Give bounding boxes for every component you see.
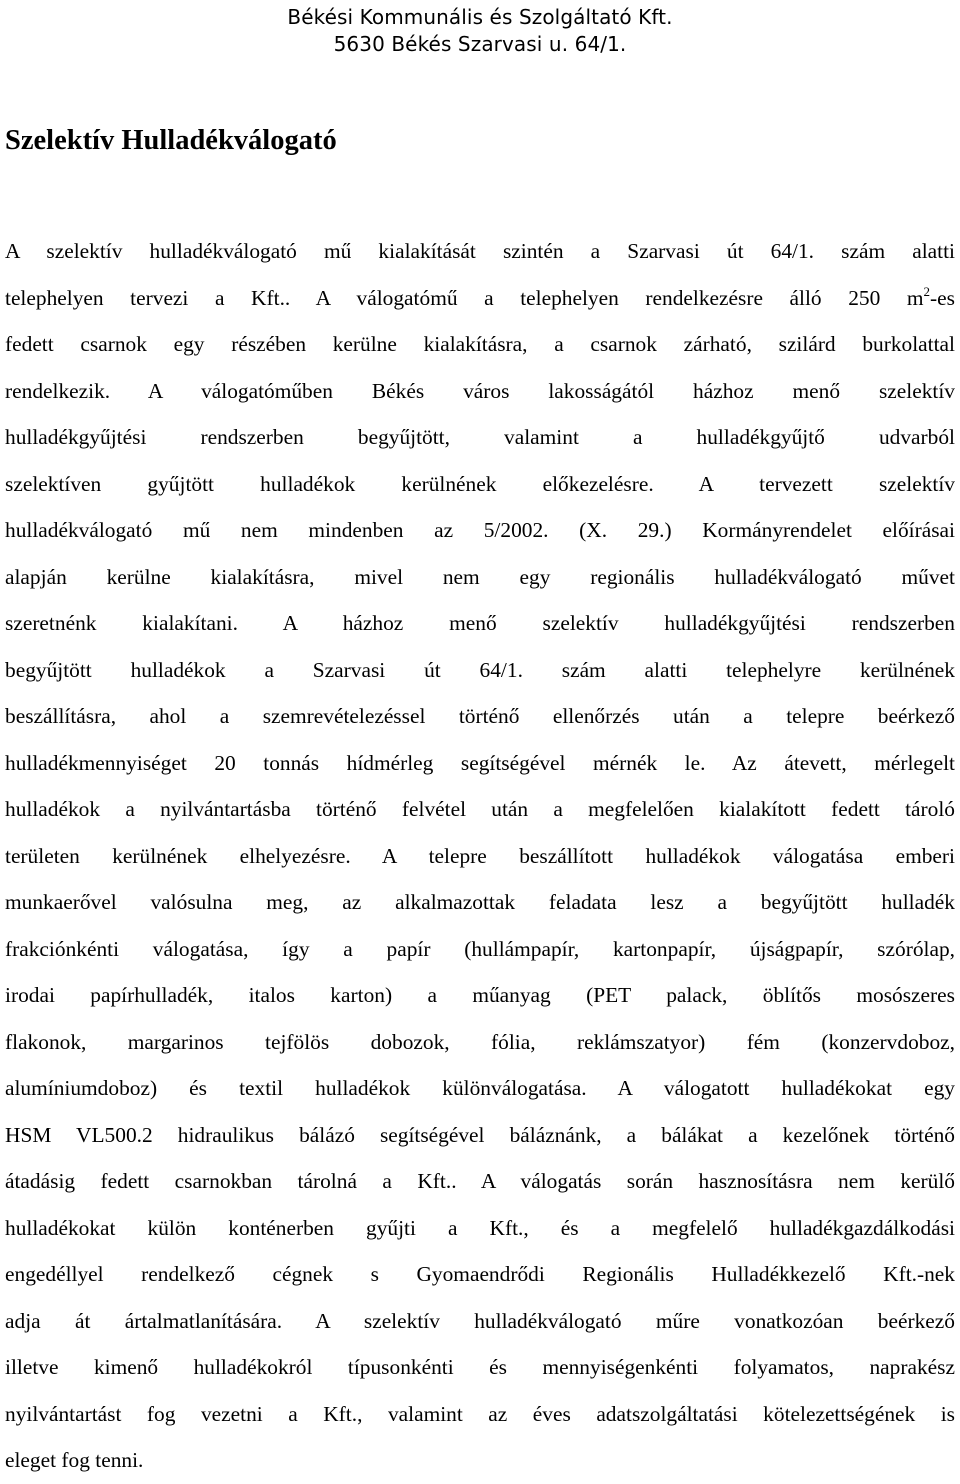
body-paragraph [5, 228, 955, 1484]
paragraph-line: adja át ártalmatlanítására. A szelektív hulladékválogató műre vonatkozóan beérkező [5, 1308, 955, 1333]
paragraph-line: szeretnénk kialakítani. A házhoz menő szelektív hulladékgyűjtési rendszerben [5, 611, 955, 635]
paragraph-line [5, 275, 955, 322]
paragraph-line: A szelektív hulladékválogató mű kialakítását szintén a Szarvasi út 64/1. szám alatti [5, 239, 955, 263]
paragraph-line-text: telephelyen tervezi a Kft.. A válogatómű a telephelyen rendelkezésre álló 250 m [5, 285, 924, 310]
paragraph-line: HSM VL500.2 hidraulikus bálázó segítségével báláznánk, a bálákat a kezelőnek történő [5, 1122, 955, 1147]
paragraph-line: hulladékválogató mű nem mindenben az 5/2002. (X. 29.) Kormányrendelet előírásai [5, 518, 955, 542]
paragraph-line: engedéllyel rendelkező cégnek s Gyomaendrődi Regionális Hulladékkezelő Kft.-nek [5, 1262, 955, 1286]
paragraph-line: szelektíven gyűjtött hulladékok kerülnének előkezelésre. A tervezett szelektív [5, 471, 955, 496]
paragraph-line: flakonok, margarinos tejfölös dobozok, fólia, reklámszatyor) fém (konzervdoboz, [5, 1029, 955, 1054]
paragraph-line: alapján kerülne kialakításra, mivel nem egy regionális hulladékválogató művet [5, 564, 955, 589]
superscript: 2 [923, 283, 931, 299]
paragraph-line: fedett csarnok egy részében kerülne kialakításra, a csarnok zárható, szilárd burkolattal [5, 332, 955, 356]
paragraph-line: illetve kimenő hulladékokról típusonkénti és mennyiségenkénti folyamatos, naprakész [5, 1355, 955, 1379]
paragraph-line: átadásig fedett csarnokban tárolná a Kft.. A válogatás során hasznosításra nem kerülő [5, 1169, 955, 1193]
paragraph-line: hulladékgyűjtési rendszerben begyűjtött, valamint a hulladékgyűjtő udvarból [5, 425, 955, 449]
paragraph-line: beszállításra, ahol a szemrevételezéssel történő ellenőrzés után a telepre beérkező [5, 704, 955, 728]
header-address: 5630 Békés Szarvasi u. 64/1. [333, 32, 627, 56]
paragraph-line: frakciónkénti válogatása, így a papír (hullámpapír, kartonpapír, újságpapír, szórólap, [5, 936, 955, 961]
paragraph-line: területen kerülnének elhelyezésre. A telepre beszállított hulladékok válogatása emberi [5, 843, 955, 868]
section-title: Szelektív Hulladékválogató [5, 125, 337, 156]
page-header [0, 0, 960, 58]
header-company: Békési Kommunális és Szolgáltató Kft. [287, 5, 673, 29]
paragraph-line: hulladékokat külön konténerben gyűjti a Kft., és a megfelelő hulladékgazdálkodási [5, 1215, 955, 1240]
paragraph-line: munkaerővel valósulna meg, az alkalmazottak feladata lesz a begyűjtött hulladék [5, 890, 955, 914]
paragraph-line: hulladékmennyiséget 20 tonnás hídmérleg segítségével mérnék le. Az átevett, mérlegelt [5, 750, 955, 775]
paragraph-line: begyűjtött hulladékok a Szarvasi út 64/1. szám alatti telephelyre kerülnének [5, 657, 955, 682]
paragraph-line: eleget fog tenni. [5, 1448, 144, 1472]
paragraph-line: alumíniumdoboz) és textil hulladékok különválogatása. A válogatott hulladékokat egy [5, 1076, 955, 1100]
paragraph-line: hulladékok a nyilvántartásba történő felvétel után a megfelelően kialakított fedett tároló [5, 797, 955, 821]
paragraph-line: irodai papírhulladék, italos karton) a műanyag (PET palack, öblítős mosószeres [5, 983, 955, 1007]
paragraph-line-tail: -es [930, 285, 955, 310]
paragraph-line: rendelkezik. A válogatóműben Békés város lakosságától házhoz menő szelektív [5, 378, 955, 403]
paragraph-line: nyilvántartást fog vezetni a Kft., valamint az éves adatszolgáltatási kötelezettségének is [5, 1401, 955, 1426]
